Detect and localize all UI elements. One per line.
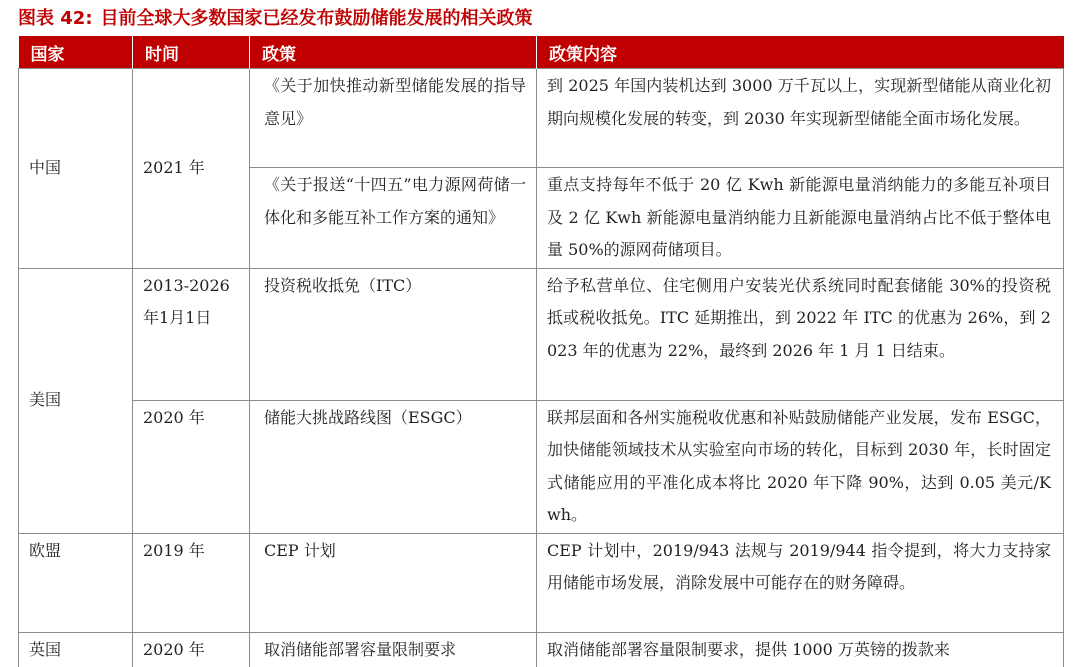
table-row <box>19 69 1064 168</box>
time-cell: 2021 年 <box>133 69 250 269</box>
time-cell: 2020 年 <box>133 400 250 533</box>
policy-table <box>18 36 1064 667</box>
country-cell: 欧盟 <box>19 533 133 632</box>
time-cell: 2019 年 <box>133 533 250 632</box>
time-cell: 2013-2026 年1月1日 <box>133 268 250 400</box>
policy-content-cell: 重点支持每年不低于 20 亿 Kwh 新能源电量消纳能力的多能互补项目及 2 亿 Kwh 新能源电量消纳能力且新能源电量消纳占比不低于整体电量 50%的源网荷储项目。 <box>537 168 1064 269</box>
header-policy-content: 政策内容 <box>537 36 1064 69</box>
country-cell: 美国 <box>19 268 133 533</box>
table-row <box>19 533 1064 632</box>
policy-content-cell: 到 2025 年国内装机达到 3000 万千瓦以上，实现新型储能从商业化初期向规模化发展的转变，到 2030 年实现新型储能全面市场化发展。 <box>537 69 1064 168</box>
policy-cell: 《关于加快推动新型储能发展的指导意见》 <box>250 69 537 168</box>
table-header-row <box>19 36 1064 69</box>
time-cell: 2020 年 <box>133 632 250 667</box>
policy-cell: 投资税收抵免（ITC） <box>250 268 537 400</box>
policy-content-cell: CEP 计划中，2019/943 法规与 2019/944 指令提到，将大力支持家用储能市场发展，消除发展中可能存在的财务障碍。 <box>537 533 1064 632</box>
header-policy: 政策 <box>250 36 537 69</box>
policy-content-cell: 给予私营单位、住宅侧用户安装光伏系统同时配套储能 30%的投资税抵或税收抵免。ITC 延期推出，到 2022 年 ITC 的优惠为 26%，到 2023 年的优惠为 22%，最终到 2026 年 1 月 1 日结束。 <box>537 268 1064 400</box>
country-cell: 中国 <box>19 69 133 269</box>
header-country: 国家 <box>19 36 133 69</box>
header-time: 时间 <box>133 36 250 69</box>
policy-cell: 取消储能部署容量限制要求 <box>250 632 537 667</box>
policy-table-container <box>18 36 1063 667</box>
country-cell: 英国 <box>19 632 133 667</box>
table-row <box>19 400 1064 533</box>
figure-caption: 目前全球大多数国家已经发布鼓励储能发展的相关政策 <box>100 8 533 29</box>
policy-cell: 储能大挑战路线图（ESGC） <box>250 400 537 533</box>
figure-number: 图表 42: <box>18 8 93 29</box>
policy-cell: CEP 计划 <box>250 533 537 632</box>
policy-content-cell: 取消储能部署容量限制要求，提供 1000 万英镑的拨款来 <box>537 632 1064 667</box>
figure-title <box>18 6 533 32</box>
policy-content-cell: 联邦层面和各州实施税收优惠和补贴鼓励储能产业发展，发布 ESGC，加快储能领域技术从实验室向市场的转化，目标到 2030 年，长时固定式储能应用的平准化成本将比 2020 年下降 90%，达到 0.05 美元/Kwh。 <box>537 400 1064 533</box>
table-row <box>19 268 1064 400</box>
table-row <box>19 632 1064 667</box>
policy-cell: 《关于报送“十四五”电力源网荷储一体化和多能互补工作方案的通知》 <box>250 168 537 269</box>
